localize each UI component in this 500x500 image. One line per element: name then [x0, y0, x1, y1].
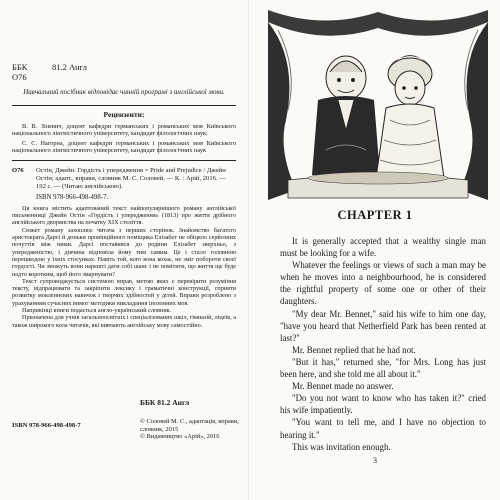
story-text [280, 235, 486, 453]
reviewer-2: С. С. Нагорна, доцент кафедри германських і романських мов Київського національного лінгвістичного університету, кандидат філологічних наук [12, 139, 236, 155]
isbn: ISBN 978-966-498-498-7. [36, 193, 109, 201]
story-paragraph: "But it has," returned she, "for Mrs. Long has just been here, and she told me all about it." [280, 356, 486, 380]
story-paragraph: This was invitation enough. [292, 441, 391, 452]
catalog-text: Остін, Джейн. Гордість і упередження = Pride and Prejudice / Джейн Остін; адапт., вправи, словник М. С. Соловей. — К. : Арій, 2016. — 192 с. — (Читаю англійською). [36, 166, 226, 190]
reviewer-1: В. В. Зіневич, доцент кафедри германських і романських мов Київського національного лінгвістичного університету, кандидат філологічних наук; [12, 122, 236, 138]
story-paragraph: Whatever the feelings or views of such a man may be when he moves into a neighbourhood, he is considered the rightful property of some one or other of their daughters. [280, 260, 486, 307]
story-paragraph: "Do you not want to know who has taken it?" cried his wife impatiently. [280, 393, 486, 416]
annotation-paragraph: Ця книга містить адаптований текст найпопулярнішого роману англійської письменниці Джейн Остін «Гордість і упередження» (1813) про життя дрібного англійського дворянства на початку XIX століття. [12, 204, 236, 227]
catalog-code: О76 [12, 166, 24, 174]
story-paragraph: It is generally accepted that a wealthy single man must be looking for a wife. [280, 236, 486, 259]
catalog-entry [12, 167, 236, 191]
bbk-code: 81.2 Англ [52, 62, 87, 72]
isbn-bottom: ISBN 978-966-498-498-7 [12, 422, 81, 429]
annotation-paragraph: Сюжет роману захоплює читача з перших сторінок. Знайомство багатого аристократа Дарсі й доньки провінційного поміщика Елізабет не обіцяло серйозних почуттів між ними. Дарсі поставився до родини Елізабет зверхньо, з упередженістю, і дівчина відповіла йому тим самим. Це і стало головною перешкодою у їхніх стосунках. Навіть той, кого вона кохає, не зміг побороти своєї гордості. Чи зможуть вони нарешті дати собі шанс і не помітити, що життя ще буде надто коротким, щоб його змарнувати? [12, 226, 236, 278]
story-paragraph: "You want to tell me, and I have no objection to hearing it." [280, 417, 486, 440]
annotation-paragraph: Наприкінці книги подається англо-український словник. [22, 307, 172, 315]
story-paragraph: Mr. Bennet made no answer. [292, 381, 394, 392]
story-paragraph: "My dear Mr. Bennet," said his wife to him one day, "have you heard that Netherfield Park has been rented at last?" [280, 308, 486, 343]
annotation [12, 205, 236, 329]
bbk-label: ББК [12, 62, 28, 72]
divider [12, 105, 236, 106]
story-paragraph: Mr. Bennet replied that he had not. [292, 344, 416, 355]
copyright-block [140, 418, 250, 441]
approval-note: Навчальний посібник відповідає чинній програмі з англійської мови. [23, 88, 225, 96]
copyright-line: © Соловей М. С., адаптація, вправи, словник, 2015 [140, 418, 239, 433]
right-page [250, 0, 500, 500]
mr-and-mrs-bennet-engraving-icon [268, 0, 488, 205]
annotation-paragraph: Призначена для учнів загальноосвітніх і спеціалізованих шкіл, гімназій, ліцеїв, а також широкого кола читачів, які вивчають англійську мову самостійно. [12, 314, 236, 329]
page-number: 3 [373, 456, 377, 465]
bbk-block [12, 62, 236, 82]
reviewers-title: Рецензенти: [103, 109, 145, 119]
chapter-title: CHAPTER 1 [337, 208, 413, 222]
bbk-bottom: ББК 81.2 Англ [140, 398, 190, 407]
copyright-line: © Видавництво «Арій», 2016 [140, 433, 220, 441]
annotation-paragraph: Текст супроводжується системою вправ, метою яких є перевірити розуміння тексту, відпрацювати та закріпити лексику і граматичні конструкції, сприяти розвитку мовленнєвих навичок і творчих здібностей у дітей. Вправи розроблено з урахуванням сучасних вимог методики викладання іноземних мов. [12, 277, 236, 307]
divider [12, 160, 236, 161]
author-mark: О76 [12, 72, 27, 82]
